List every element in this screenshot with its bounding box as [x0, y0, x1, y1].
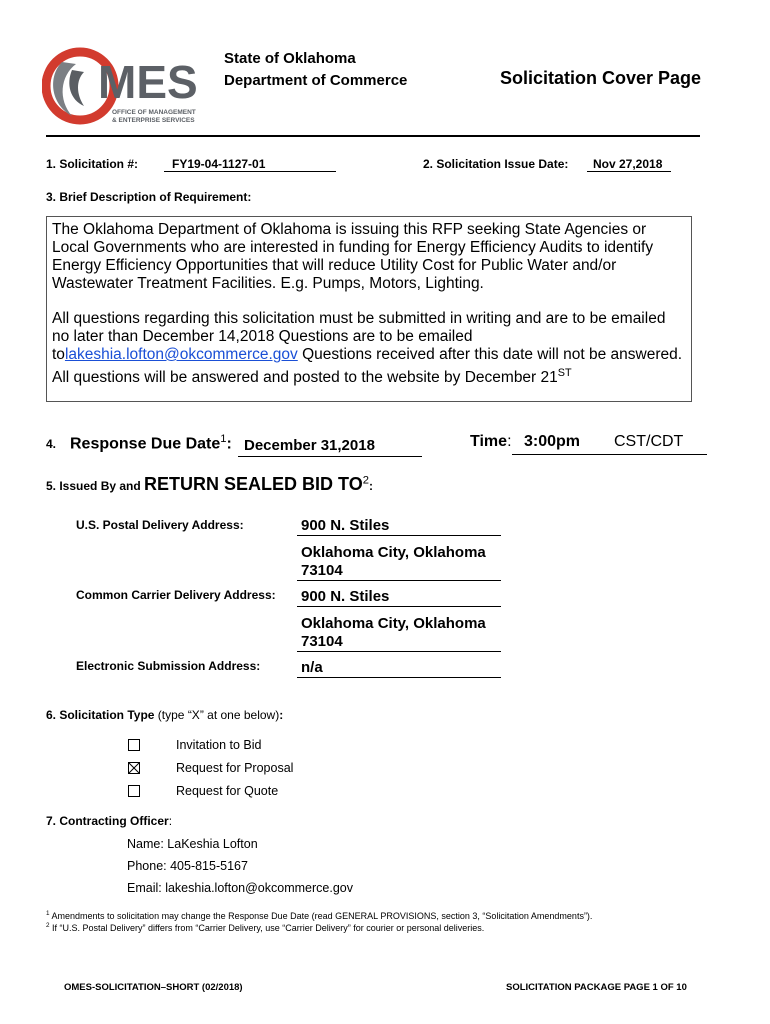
response-due-number: 4.: [46, 437, 57, 451]
invitation-to-bid-label: Invitation to Bid: [176, 738, 262, 752]
officer-email: Email: lakeshia.lofton@okcommerce.gov: [127, 881, 353, 895]
carrier-address-line2[interactable]: Oklahoma City, Oklahoma 73104: [297, 615, 501, 652]
carrier-address-label: Common Carrier Delivery Address:: [76, 588, 276, 602]
footnote-2: $^2$ If “U.S. Postal Delivery” differs from “Carrier Delivery, use “Carrier Delivery” for courier or personal deliveries.: [46, 922, 485, 933]
svg-text:& ENTERPRISE SERVICES: & ENTERPRISE SERVICES: [112, 117, 195, 124]
state-name: State of Oklahoma: [224, 50, 356, 67]
omes-logo: [42, 40, 220, 132]
solicitation-type-label: 6. Solicitation Type (type “X” at one below):: [46, 708, 284, 722]
postal-address-line1[interactable]: 900 N. Stiles: [297, 517, 501, 536]
page-number-footer: SOLICITATION PACKAGE PAGE 1 OF 10: [506, 982, 687, 993]
timezone-text: CST/CDT: [614, 433, 684, 450]
postal-address-label: U.S. Postal Delivery Address:: [76, 518, 244, 532]
response-due-date-field[interactable]: December 31,2018: [238, 437, 422, 457]
email-link[interactable]: lakeshia.lofton@okcommerce.gov: [64, 346, 298, 363]
svg-text:MES: MES: [98, 56, 198, 108]
solicitation-number-label: 1. Solicitation #:: [46, 157, 139, 171]
footnote-1: $^1$ Amendments to solicitation may change the Response Due Date (read GENERAL PROVISIONS, section 3, “Solicitation Amendments”).: [46, 910, 593, 921]
electronic-address-field[interactable]: n/a: [297, 659, 501, 678]
time-field[interactable]: 3:00pm: [512, 433, 707, 455]
issue-date-field[interactable]: Nov 27,2018: [587, 157, 671, 172]
description-paragraph: The Oklahoma Department of Oklahoma is issuing this RFP seeking State Agencies or Local Governments who are interested in funding for Energy Efficiency Audits to identify Energy Efficiency Opportunities that will reduce Utility Cost for Public Water and/or Wastewater Treatment Facilities. E.g. Pumps, Motors, Lighting.: [52, 221, 654, 292]
page-title: Solicitation Cover Page: [500, 68, 702, 88]
carrier-address-line1[interactable]: 900 N. Stiles: [297, 588, 501, 607]
issued-by-label: 5. Issued By and RETURN SEALED BID $TO^2$:: [46, 474, 373, 494]
response-due-label: Response Due Date$^1$:: [70, 433, 232, 453]
request-for-proposal-checkbox[interactable]: [128, 762, 140, 774]
contracting-officer-label: 7. Contracting Officer:: [46, 814, 173, 828]
request-for-quote-label: Request for Quote: [176, 784, 279, 798]
form-id-footer: OMES-SOLICITATION–SHORT (02/2018): [64, 982, 243, 993]
solicitation-number-field[interactable]: FY19-04-1127-01: [164, 157, 336, 172]
svg-text:OFFICE OF MANAGEMENT: OFFICE OF MANAGEMENT: [112, 109, 196, 116]
officer-name: Name: LaKeshia Lofton: [127, 837, 258, 851]
department-name: Department of Commerce: [224, 72, 408, 89]
description-box[interactable]: [46, 216, 692, 402]
officer-phone: Phone: 405-815-5167: [127, 859, 248, 873]
header-divider: [46, 135, 700, 137]
postal-address-line2[interactable]: Oklahoma City, Oklahoma 73104: [297, 544, 501, 581]
questions-paragraph: All questions regarding this solicitation must be submitted in writing and are to be emailed no later than December 14,2018 Questions are to be emailed tolakeshia.lofton@okcommerce.gov Questions received after this date will not be answered. All questions will be answered and posted to the website by December 21ST: [52, 310, 683, 387]
issue-date-label: 2. Solicitation Issue Date:: [423, 157, 569, 171]
description-label: 3. Brief Description of Requirement:: [46, 190, 252, 204]
request-for-quote-checkbox[interactable]: [128, 785, 140, 797]
request-for-proposal-label: Request for Proposal: [176, 761, 294, 775]
time-label: Time:: [470, 433, 512, 450]
electronic-address-label: Electronic Submission Address:: [76, 659, 261, 673]
invitation-to-bid-checkbox[interactable]: [128, 739, 140, 751]
